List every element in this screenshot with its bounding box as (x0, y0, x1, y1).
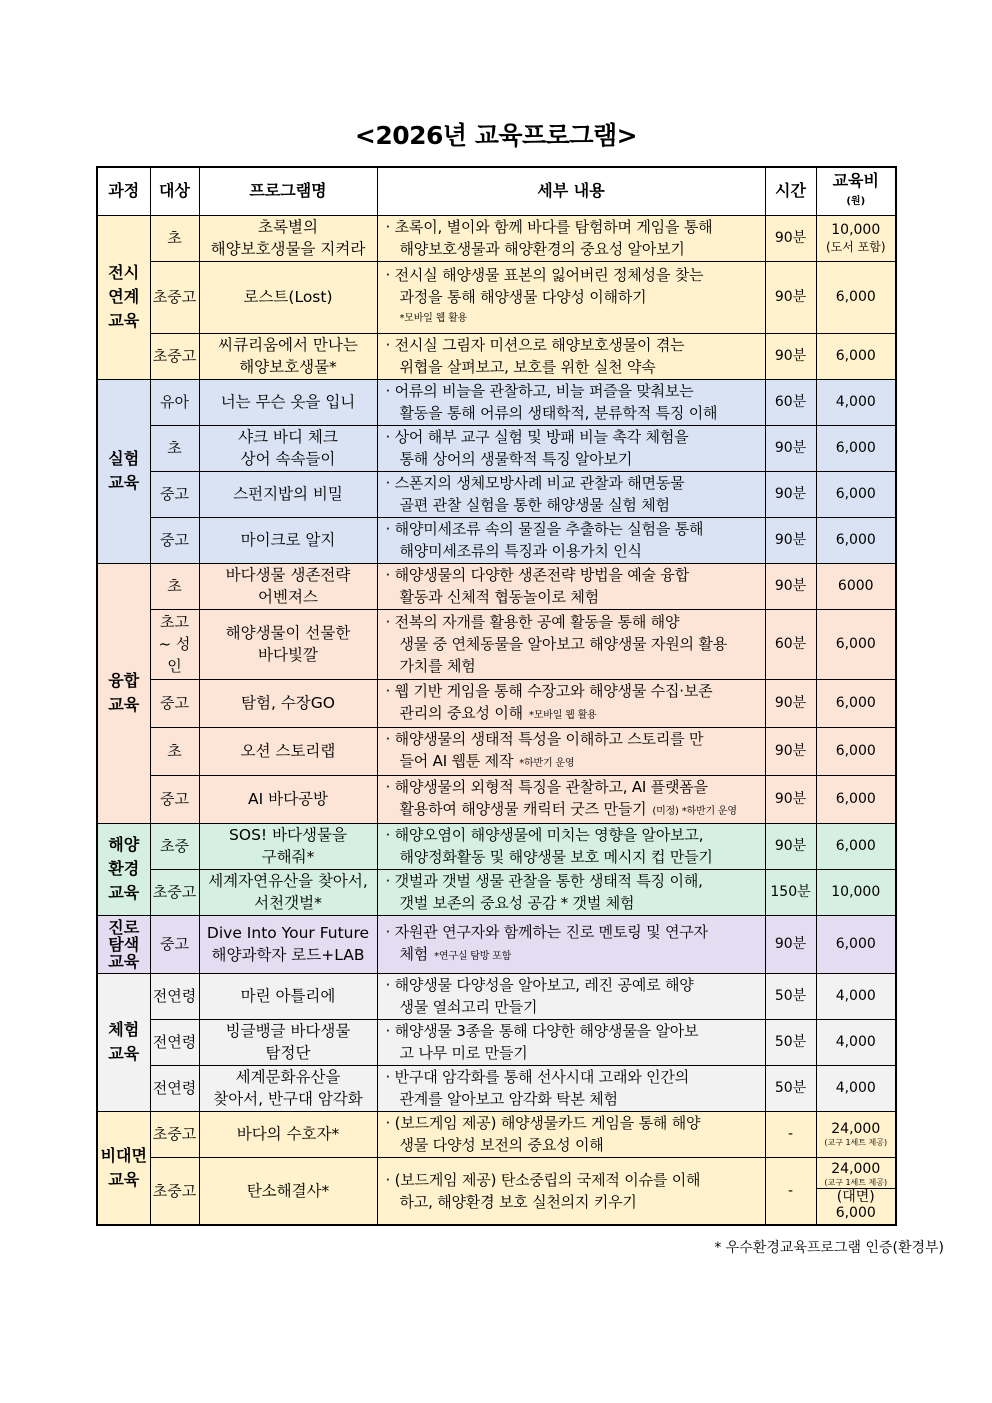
detail-line (386, 943, 762, 968)
detail-line (386, 750, 762, 775)
detail-line (386, 448, 762, 470)
detail-line (386, 1191, 762, 1213)
category-cell (97, 215, 150, 379)
fee-value: 4,000 (835, 988, 876, 1004)
detail-cell (377, 471, 765, 517)
table-row (97, 1019, 896, 1065)
program-name: 마린 아틀리에 (240, 987, 336, 1005)
detail-cell (377, 869, 765, 915)
detail-cell (377, 1157, 765, 1225)
program-name-cell (199, 379, 377, 425)
time-cell: 90분 (765, 679, 816, 727)
time-cell: 90분 (765, 727, 816, 775)
fee-cell (816, 727, 896, 775)
target-cell: 중고 (150, 915, 199, 973)
detail-line (386, 494, 762, 516)
fee-cell (816, 1019, 896, 1065)
detail-line (386, 334, 762, 356)
fee-value: 6,000 (835, 936, 876, 952)
target-cell: 초 (150, 215, 199, 261)
program-name-cell (199, 1157, 377, 1225)
program-name-cell (199, 869, 377, 915)
fee-extra-label: (대면) (817, 1188, 896, 1205)
detail-line (386, 996, 762, 1018)
category-label: 교육 (108, 1044, 140, 1063)
table-row (97, 215, 896, 261)
detail-cell (377, 379, 765, 425)
category-cell (97, 915, 150, 973)
fee-value: 6000 (837, 578, 874, 594)
target-cell: 초중 (150, 823, 199, 869)
time-cell: 90분 (765, 471, 816, 517)
table-row (97, 869, 896, 915)
program-name-cell (199, 609, 377, 679)
header-detail: 세부 내용 (377, 167, 765, 215)
category-cell (97, 973, 150, 1111)
footnote: * 우수환경교육프로그램 인증(환경부) (714, 1240, 944, 1256)
detail-text: 과정을 통해 해양생물 다양성 이해하기 (399, 288, 647, 306)
fee-cell (816, 517, 896, 563)
detail-line (386, 286, 762, 308)
program-name-cell (199, 775, 377, 823)
detail-line (386, 728, 762, 750)
detail-text: · 해양생물의 외형적 특징을 관찰하고, AI 플랫폼을 (385, 777, 708, 796)
table-row (97, 915, 896, 973)
time-cell: 90분 (765, 517, 816, 563)
time-cell: 60분 (765, 379, 816, 425)
category-label: 비대면 (100, 1145, 147, 1165)
category-cell (97, 823, 150, 915)
program-name: 오션 스토리랩 (240, 742, 336, 760)
detail-text: · (보드게임 제공) 탄소중립의 국제적 이슈를 이해 (385, 1170, 701, 1189)
fee-cell (816, 1111, 896, 1157)
target-cell: 초중고 (150, 333, 199, 379)
category-label: 교육 (108, 695, 140, 714)
time-cell: 60분 (765, 609, 816, 679)
detail-note: *모바일 웹 활용 (528, 709, 597, 721)
detail-text: · 어류의 비늘을 관찰하고, 비늘 퍼즐을 맞춰보는 (385, 382, 694, 400)
detail-line (386, 655, 762, 677)
detail-cell (377, 823, 765, 869)
table-row (97, 609, 896, 679)
detail-line (386, 586, 762, 608)
program-name: 너는 무슨 옷을 입니 (220, 393, 356, 411)
header-program: 프로그램명 (199, 167, 377, 215)
detail-text: 생물 열쇠고리 만들기 (399, 998, 538, 1016)
detail-line (386, 846, 762, 868)
table-row (97, 775, 896, 823)
program-name: 찾아서, 반구대 암각화 (213, 1090, 363, 1108)
fee-cell (816, 215, 896, 261)
fee-value: 6,000 (835, 486, 876, 502)
target-cell: 전연령 (150, 1019, 199, 1065)
detail-line (386, 1169, 762, 1191)
program-name: 마이크로 알지 (240, 531, 336, 549)
detail-text: 생물 중 연체동물을 알아보고 해양생물 자원의 활용 (399, 635, 728, 653)
detail-note: *하반기 운영 (519, 757, 575, 769)
program-name: 초록별의 (258, 218, 318, 236)
detail-text: 갯벌 보존의 중요성 공감 * 갯벌 체험 (399, 894, 635, 912)
target-cell: 중고 (150, 679, 199, 727)
program-name: Dive Into Your Future (206, 924, 370, 942)
detail-line (386, 540, 762, 562)
detail-line (386, 633, 762, 655)
program-name-cell (199, 563, 377, 609)
header-fee-unit: (원) (846, 195, 866, 207)
detail-text: 하고, 해양환경 보호 실천의지 키우기 (399, 1192, 637, 1211)
program-name: 탐정단 (265, 1044, 311, 1062)
detail-line (386, 921, 762, 943)
detail-text: · 웹 기반 게임을 통해 수장고와 해양생물 수집·보존 (385, 681, 713, 700)
detail-text: · 해양생물의 다양한 생존전략 방법을 예술 융합 (385, 566, 689, 584)
program-name-cell (199, 973, 377, 1019)
detail-line (386, 1042, 762, 1064)
detail-line (386, 402, 762, 424)
time-cell: 90분 (765, 425, 816, 471)
category-label: 전시 (108, 263, 140, 282)
table-row (97, 973, 896, 1019)
program-name-cell (199, 261, 377, 333)
table-row (97, 1157, 896, 1225)
fee-cell (816, 869, 896, 915)
table-row (97, 563, 896, 609)
detail-text: · 자원관 연구자와 함께하는 진로 멘토링 및 연구자 (385, 922, 708, 941)
time-cell: 150분 (765, 869, 816, 915)
detail-text: · 해양생물 다양성을 알아보고, 레진 공예로 해양 (385, 976, 694, 994)
detail-cell (377, 915, 765, 973)
program-name: 해양과학자 로드+LAB (211, 946, 365, 964)
category-label: 연계 (108, 287, 140, 306)
target-cell: 전연령 (150, 973, 199, 1019)
program-name-cell (199, 727, 377, 775)
time-cell: 90분 (765, 261, 816, 333)
table-row (97, 333, 896, 379)
program-name: 서천갯벌* (254, 894, 322, 912)
fee-cell (816, 823, 896, 869)
program-name: 해양생물이 선물한 (225, 624, 351, 642)
table-row (97, 1065, 896, 1111)
fee-value: 6,000 (835, 532, 876, 548)
detail-line (386, 974, 762, 996)
fee-cell (816, 563, 896, 609)
detail-text: 관계를 알아보고 암각화 탁본 체험 (399, 1090, 618, 1108)
fee-value: 6,000 (835, 348, 876, 364)
time-cell: 90분 (765, 563, 816, 609)
table-row (97, 727, 896, 775)
detail-text: · 해양생물 3종을 통해 다양한 해양생물을 알아보 (385, 1022, 699, 1040)
detail-line (386, 238, 762, 260)
detail-text: 통해 상어의 생물학적 특징 알아보기 (399, 450, 633, 468)
fee-cell (816, 333, 896, 379)
program-name: 세계자연유산을 찾아서, (208, 872, 368, 890)
detail-note: *모바일 웹 활용 (399, 313, 468, 324)
program-name: 스펀지밥의 비밀 (233, 485, 343, 503)
category-label: 탐색 (108, 934, 140, 954)
program-name-cell (199, 517, 377, 563)
fee-cell (816, 261, 896, 333)
program-name: 탄소해결사* (246, 1181, 330, 1200)
detail-cell (377, 1065, 765, 1111)
detail-text: 체험 (399, 944, 429, 963)
category-label: 교육 (108, 311, 140, 330)
detail-text: · 스폰지의 생체모방사례 비교 관찰과 해면동물 (385, 474, 685, 492)
detail-cell (377, 215, 765, 261)
header-fee (816, 167, 896, 215)
detail-line (386, 472, 762, 494)
detail-text: 위협을 살펴보고, 보호를 위한 실천 약속 (399, 358, 656, 376)
time-cell: 90분 (765, 775, 816, 823)
target-cell: 유아 (150, 379, 199, 425)
target-cell: 초고~ 성인 (150, 609, 199, 679)
detail-line (386, 1134, 762, 1156)
program-table (96, 166, 897, 1226)
table-row (97, 261, 896, 333)
fee-cell (816, 775, 896, 823)
detail-text: 해양정화활동 및 해양생물 보호 메시지 컵 만들기 (399, 848, 713, 866)
fee-cell (816, 915, 896, 973)
detail-text: 활동을 통해 어류의 생태학적, 분류학적 특징 이해 (399, 404, 718, 422)
program-name: 해양보호생물* (239, 358, 337, 376)
page-title: <2026년 교육프로그램> (354, 121, 638, 150)
detail-cell (377, 1111, 765, 1157)
detail-text: · 전복의 자개를 활용한 공예 활동을 통해 해양 (385, 613, 680, 631)
program-name-cell (199, 679, 377, 727)
table-row (97, 471, 896, 517)
category-label: 교육 (108, 1169, 140, 1189)
detail-line (386, 892, 762, 914)
program-name-cell (199, 215, 377, 261)
detail-text: 골편 관찰 실험을 통한 해양생물 실험 체험 (399, 496, 670, 514)
detail-text: 활동과 신체적 협동놀이로 체험 (399, 588, 599, 606)
program-name: 구해줘* (261, 848, 315, 866)
detail-line (386, 870, 762, 892)
detail-line (386, 564, 762, 586)
detail-cell (377, 609, 765, 679)
program-name: 씨큐리움에서 만나는 (218, 336, 358, 354)
detail-text: · 전시실 해양생물 표본의 잃어버린 정체성을 찾는 (385, 266, 704, 284)
time-cell: - (765, 1111, 816, 1157)
detail-cell (377, 563, 765, 609)
program-name: 탐험, 수장GO (241, 694, 335, 712)
detail-cell (377, 261, 765, 333)
category-label: 환경 (108, 859, 140, 878)
fee-value: 6,000 (835, 838, 876, 854)
category-label: 진로 (108, 917, 140, 937)
table-row (97, 425, 896, 471)
fee-cell (816, 1065, 896, 1111)
time-cell: 50분 (765, 1065, 816, 1111)
fee-cell (816, 609, 896, 679)
table-row (97, 679, 896, 727)
detail-text: · 해양미세조류 속의 물질을 추출하는 실험을 통해 (385, 520, 704, 538)
detail-text: · 해양오염이 해양생물에 미치는 영향을 알아보고, (385, 826, 704, 844)
program-name-cell (199, 1019, 377, 1065)
detail-cell (377, 679, 765, 727)
detail-line (386, 824, 762, 846)
category-label: 해양 (108, 835, 140, 854)
fee-note: (교구 1세트 제공) (824, 1138, 888, 1147)
detail-text: 활용하여 해양생물 캐릭터 굿즈 만들기 (399, 799, 647, 818)
detail-cell (377, 333, 765, 379)
detail-text: · 상어 해부 교구 실험 및 방패 비늘 촉각 체험을 (385, 428, 689, 446)
fee-value: 6,000 (835, 289, 876, 305)
program-name: AI 바다공방 (248, 790, 328, 808)
detail-line (386, 1088, 762, 1110)
category-label: 교육 (108, 883, 140, 902)
fee-value: 6,000 (835, 791, 876, 807)
fee-note: (도서 포함) (825, 240, 886, 254)
category-cell (97, 1111, 150, 1225)
program-table-body (97, 215, 896, 1225)
fee-value: 6,000 (835, 695, 876, 711)
program-name: 바다생물 생존전략 (225, 566, 351, 584)
fee-cell (816, 425, 896, 471)
category-label: 교육 (108, 473, 140, 492)
fee-value: 6,000 (835, 743, 876, 759)
target-cell: 초 (150, 425, 199, 471)
time-cell: 90분 (765, 333, 816, 379)
detail-text: · 해양생물의 생태적 특성을 이해하고 스토리를 만 (385, 729, 704, 748)
time-cell: 50분 (765, 973, 816, 1019)
detail-text: · 반구대 암각화를 통해 선사시대 고래와 인간의 (385, 1068, 689, 1086)
detail-note: (미정) *하반기 운영 (652, 805, 737, 817)
program-name-cell (199, 1065, 377, 1111)
program-name: 바다의 수호자* (236, 1125, 340, 1143)
program-name: 해양보호생물을 지켜라 (210, 240, 366, 258)
detail-line (386, 356, 762, 378)
program-name: 빙글뱅글 바다생물 (225, 1022, 351, 1040)
fee-extra-value: 6,000 (835, 1205, 876, 1222)
fee-value: 4,000 (835, 394, 876, 410)
detail-line (386, 798, 762, 823)
detail-line (386, 702, 762, 727)
detail-cell (377, 1019, 765, 1065)
detail-note: *연구실 탐방 포함 (434, 950, 512, 962)
header-time: 시간 (765, 167, 816, 215)
detail-line (386, 216, 762, 238)
detail-line (386, 1020, 762, 1042)
detail-text: 해양보호생물과 해양환경의 중요성 알아보기 (399, 240, 685, 258)
category-label: 교육 (108, 951, 140, 971)
time-cell: - (765, 1157, 816, 1225)
target-cell: 초중고 (150, 1157, 199, 1225)
fee-value: 24,000 (831, 1121, 881, 1137)
detail-text: · 초록이, 별이와 함께 바다를 탐험하며 게임을 통해 (385, 218, 713, 236)
fee-cell (816, 471, 896, 517)
fee-cell (816, 379, 896, 425)
fee-note: (교구 1세트 제공) (824, 1178, 888, 1188)
detail-line (386, 1112, 762, 1134)
fee-value: 6,000 (835, 440, 876, 456)
detail-cell (377, 425, 765, 471)
program-name-cell (199, 425, 377, 471)
time-cell: 90분 (765, 215, 816, 261)
program-name: SOS! 바다생물을 (229, 826, 347, 844)
detail-text: 생물 다양성 보전의 중요성 이해 (399, 1136, 604, 1154)
target-cell: 초중고 (150, 261, 199, 333)
program-name-cell (199, 1111, 377, 1157)
fee-value: 4,000 (835, 1080, 876, 1096)
table-row (97, 1111, 896, 1157)
detail-text: 들어 AI 웹툰 제작 (399, 751, 514, 770)
target-cell: 초 (150, 727, 199, 775)
program-name: 상어 속속들이 (240, 450, 336, 468)
fee-value: 6,000 (835, 636, 876, 652)
fee-value: 10,000 (831, 884, 881, 900)
table-row (97, 379, 896, 425)
detail-line (386, 1066, 762, 1088)
detail-text: 해양미세조류의 특징과 이용가치 인식 (399, 542, 642, 560)
program-name-cell (199, 333, 377, 379)
detail-cell (377, 973, 765, 1019)
detail-text: · 갯벌과 갯벌 생물 관찰을 통한 생태적 특징 이해, (385, 872, 703, 890)
header-target: 대상 (150, 167, 199, 215)
detail-line (386, 264, 762, 286)
table-row (97, 517, 896, 563)
program-name: 세계문화유산을 (235, 1068, 341, 1086)
program-name: 어벤져스 (258, 588, 318, 606)
program-name: 바다빛깔 (258, 646, 318, 664)
header-fee-label: 교육비 (832, 170, 879, 190)
detail-text: · 전시실 그림자 미션으로 해양보호생물이 겪는 (385, 336, 685, 354)
program-name-cell (199, 823, 377, 869)
detail-line (386, 426, 762, 448)
target-cell: 초중고 (150, 869, 199, 915)
fee-value: 4,000 (835, 1034, 876, 1050)
category-label: 실험 (108, 449, 140, 468)
category-cell (97, 563, 150, 823)
detail-cell (377, 775, 765, 823)
time-cell: 50분 (765, 1019, 816, 1065)
category-label: 체험 (108, 1020, 140, 1039)
detail-text: · (보드게임 제공) 해양생물카드 게임을 통해 해양 (385, 1114, 701, 1132)
target-cell: 초중고 (150, 1111, 199, 1157)
program-name: 로스트(Lost) (243, 288, 333, 306)
detail-cell (377, 517, 765, 563)
fee-value: 10,000 (831, 222, 881, 238)
program-name-cell (199, 471, 377, 517)
time-cell: 90분 (765, 823, 816, 869)
detail-line (386, 611, 762, 633)
target-cell: 전연령 (150, 1065, 199, 1111)
fee-cell (816, 973, 896, 1019)
detail-line (386, 518, 762, 540)
target-cell: 중고 (150, 471, 199, 517)
table-row (97, 823, 896, 869)
category-label: 융합 (108, 671, 140, 690)
detail-text: 관리의 중요성 이해 (399, 703, 523, 722)
detail-line (386, 680, 762, 702)
detail-cell (377, 727, 765, 775)
detail-line (386, 776, 762, 798)
fee-cell (816, 1157, 896, 1225)
fee-value: 24,000 (831, 1161, 881, 1178)
detail-text: 가치를 체험 (399, 657, 476, 675)
time-cell: 90분 (765, 915, 816, 973)
fee-cell (816, 679, 896, 727)
target-cell: 중고 (150, 517, 199, 563)
program-name: 샤크 바디 체크 (238, 428, 338, 446)
detail-line (386, 380, 762, 402)
category-cell (97, 379, 150, 563)
header-course: 과정 (97, 167, 150, 215)
detail-text: 고 나무 미로 만들기 (399, 1044, 528, 1062)
program-name-cell (199, 915, 377, 973)
target-cell: 초 (150, 563, 199, 609)
target-cell: 중고 (150, 775, 199, 823)
